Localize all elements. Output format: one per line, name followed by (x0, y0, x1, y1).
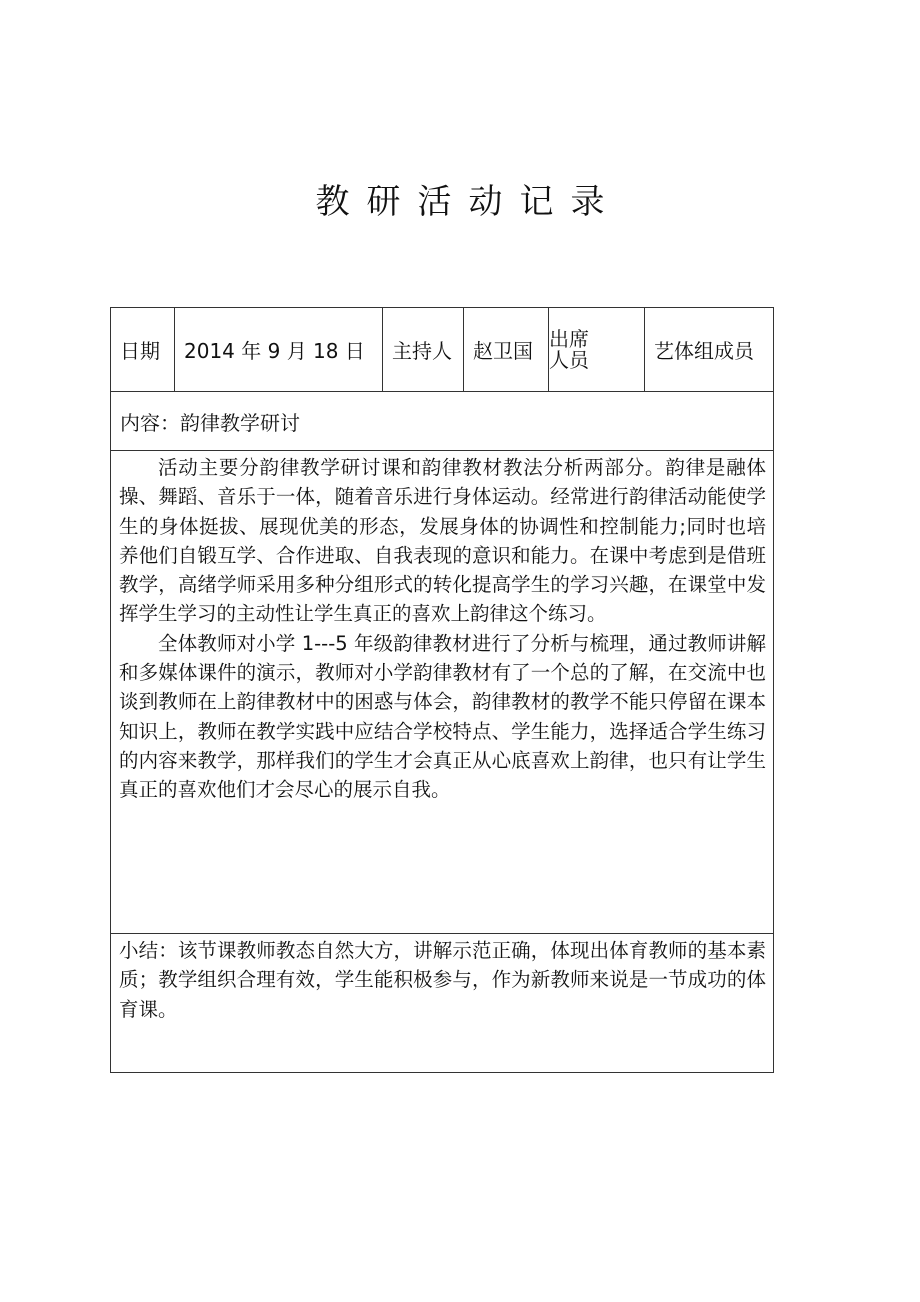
attendees-label (549, 308, 645, 392)
body-paragraph-2: 全体教师对小学 1---5 年级韵律教材进行了分析与梳理，通过教师讲解和多媒体课件的演示，教师对小学韵律教材有了一个总的了解，在交流中也谈到教师在上韵律教材中的困惑与体会，韵律教材的教学不能只停留在课本知识上，教师在教学实践中应结合学校特点、学生能力，选择适合学生练习的内容来教学，那样我们的学生才会真正从心底喜欢上韵律，也只有让学生真正的喜欢他们才会尽心的展示自我。 (119, 631, 766, 802)
header-row (111, 308, 774, 392)
host-value: 赵卫国 (464, 308, 549, 392)
page-title: 教研活动记录 (315, 182, 622, 222)
body-paragraph-1: 活动主要分韵律教学研讨课和韵律教材教法分析两部分。韵律是融体操、舞蹈、音乐于一体，随着音乐进行身体运动。经常进行韵律活动能使学生的身体挺拔、展现优美的形态，发展身体的协调性和控制能力;同时也培养他们自锻互学、合作进取、自我表现的意识和能力。在课中考虑到是借班教学，高绪学师采用多种分组形式的转化提高学生的学习兴趣，在课堂中发挥学生学习的主动性让学生真正的喜欢上韵律这个练习。 (119, 456, 766, 626)
topic-text: 内容：韵律教学研讨 (111, 392, 774, 451)
date-value: 2014 年 9 月 18 日 (175, 308, 383, 392)
host-label: 主持人 (383, 308, 464, 392)
body-cell (111, 451, 774, 934)
summary-row (111, 934, 774, 1073)
attendees-label-line2: 人员 (549, 347, 589, 372)
body-row (111, 451, 774, 934)
topic-row (111, 392, 774, 451)
summary-cell (111, 934, 774, 1073)
body-text (111, 453, 773, 805)
record-table (110, 307, 774, 1073)
attendees-label-line1: 出席 (549, 326, 589, 351)
attendees-value: 艺体组成员 (645, 308, 774, 392)
summary-text: 小结：该节课教师教态自然大方，讲解示范正确，体现出体育教师的基本素质；教学组织合理有效，学生能积极参与，作为新教师来说是一节成功的体育课。 (119, 939, 766, 1021)
date-label: 日期 (111, 308, 175, 392)
